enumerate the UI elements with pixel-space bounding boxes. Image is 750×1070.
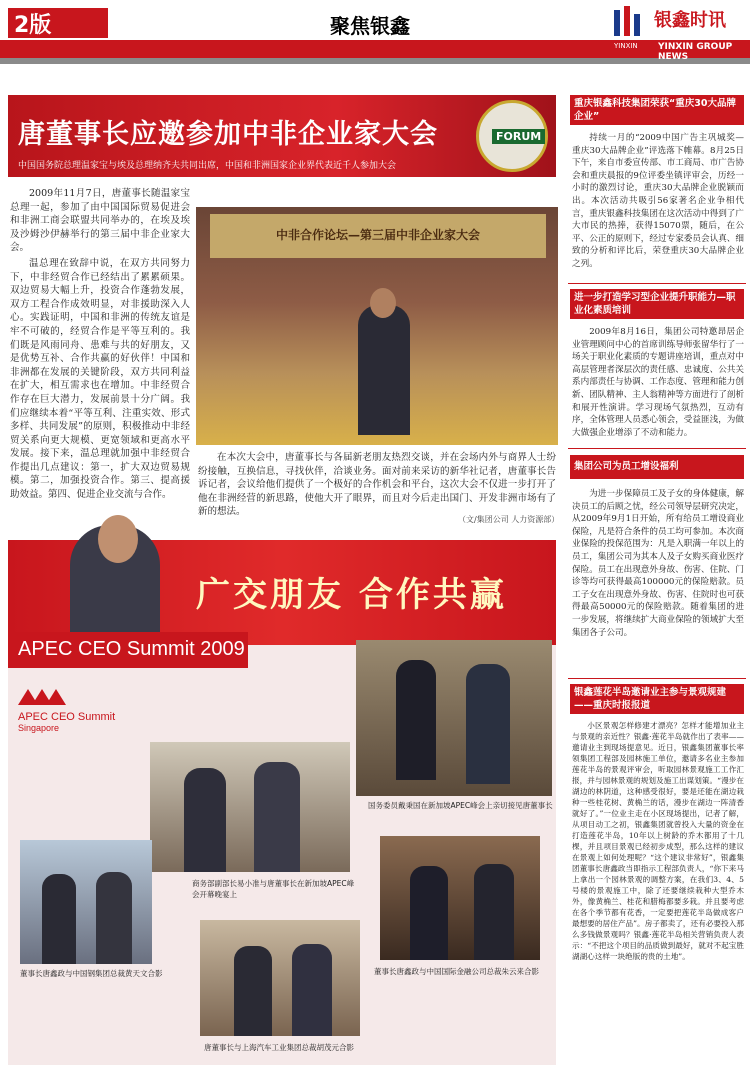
apec-caption-5: 唐董事长与上海汽车工业集团总裁胡茂元合影 bbox=[204, 1043, 354, 1052]
sidebar-body-1 bbox=[572, 132, 744, 271]
article-bottom-paragraph bbox=[198, 451, 556, 519]
photo-person-head bbox=[370, 288, 396, 318]
sidebar-title-3: 集团公司为员工增设福利 bbox=[574, 461, 679, 472]
section-title: 聚焦银鑫 bbox=[330, 14, 410, 38]
main-article-title: 唐董事长应邀参加中非企业家大会 bbox=[18, 119, 438, 150]
forum-badge-label: FORUM bbox=[492, 129, 545, 144]
logo-english: YINXIN GROUP NEWS bbox=[658, 42, 733, 62]
article-paragraph: 2009年11月7日，唐董事长随温家宝总理一起，参加了由中国国际贸易促进会和非洲工商会联盟共同举办的，在埃及埃及沙姆沙伊赫举行的第三届中非企业家大会。 bbox=[10, 188, 190, 254]
sidebar-title-4: 银鑫莲花半岛邀请业主参与景观规建——重庆时报报道 bbox=[574, 687, 727, 711]
logo-yinxin: YINXIN bbox=[614, 42, 638, 50]
apec-photo-2 bbox=[150, 742, 350, 872]
apec-logo-text: APEC CEO Summit bbox=[18, 711, 116, 723]
apec-caption-1: 国务委员戴秉国在新加坡APEC峰会上亲切接见唐董事长 bbox=[368, 801, 553, 810]
apec-title: 广交朋友 合作共赢 bbox=[196, 575, 507, 615]
article-paragraph: 温总理在致辞中说，在双方共同努力下，中非经贸合作已经结出了累累硕果。双边贸易大幅上升，投资合作蓬勃发展，双方工程合作成效明显，对非援助深入人心。实践证明，中国和非洲的传统友谊是牢不可破的，经贸合作是平等互利的。我们既是风雨同舟、患难与共的好朋友，又是优势互补、合作共赢的好伙伴！中国和非洲都在发展的关键阶段，双方共同利益在扩大，相互需求也在增加。中非经贸合作存在巨大潜力，发展前景十分广阔。我们应继续本着“平等互利、注重实效、形式多样、共同发展”的原则，积极推动中非经贸关系向更大规模、更宽领域和更高水平发展。接下来，温总理就加强中非经贸合作提出几点建议：第一，扩大双边贸易规模。第二，加强投资合作。第三、提高援助效益。第四、促进企业交流与合作。 bbox=[10, 257, 190, 501]
sidebar-paragraph: 2009年8月16日，集团公司特邀昂居企业管理顾问中心的首席训练导师张留华行了一场关于职业化素质的专题讲座培训，重点对中高层管理者深层次的责任感、忠诚度、公共关系内部责任与协调、工作态度、管理和能力创新、团队精神、主人翁精神等方面进行了剖析和展开性演讲。学习现场气氛热烈，互动有序，全体管理人员悉心领会，受益匪浅，为做大做强企业增添了不动和能力。 bbox=[572, 327, 744, 438]
sidebar-paragraph: 小区景观怎样修建才漂亮？怎样才能增加业主与景观的亲近性？银鑫·莲花半岛就作出了表率——邀请业主到现场提意见。近日，银鑫集团董事长率领集团工程部及园林施工单位，邀请多名业主参加莲花半岛的景观评审会，听取园林景观施工工作汇报，并与园林景观的规划及施工出谋划策。“漫步在湖边的林阴道，这种感受很好，要是还能在湖边栽种一些桂花树、黄桷兰的话，漫步在湖边一阵清香就好了。”一位业主走在小区现场提出，记者了解，从项目动工之初，银鑫集团就曾投入大量的资金在打造莲花半岛，10年以上树龄的乔木都用了十几棵，并且项目景观已经初步成型，那么这样的建议在景观上如何处理呢？“这个建议非常好”，银鑫集团董事长唐鑫政当即指示工程部负责人，“你下来马上拿出一个园林景观的调整方案，在我们3、4、5号楼的景观施工中，除了还要继续栽种大型乔木外，像黄桷兰、桂花和腊梅都要多栽。并且要考虑在各个季节都有花香，一定要把莲花半岛做成客户最想要的居住产品”。房子都卖了，还有必要投入那么多钱做景观吗？银鑫·莲花半岛相关营销负责人表示：“不把这个项目的品质做到最好，就对不起宝胜湖湖心这样一块绝版的贵的土地”。 bbox=[572, 721, 744, 961]
sidebar-divider bbox=[568, 448, 746, 449]
article-credit: （文/集团公司 人力资源部） bbox=[458, 515, 560, 524]
sidebar-paragraph: 持续一月的“2009中国广告主巩城奖—重庆30大品牌企业”评选落下帷幕。8月25日下午，来自市委宣传部、市工商局、市广告协会和重庆晨报的9位评委坐镇评审会，历经一小时的激烈讨论，重庆30大品牌企业脱颖而出。本次活动共吸引56家著名企业争相代言，重庆银鑫科技集团在这次活动中得到了广大市民的热捧，获得15070票，随后，在公平、公正的原则下，经过专家委员会认真、细致的分析和评比后，荣登重庆30大品牌企业之列。 bbox=[572, 133, 744, 269]
sidebar-paragraph: 为进一步保障员工及子女的身体健康，解决员工的后顾之忧，经公司领导层研究决定，从2009年9月1日开始，所有给员工增设商业保险，凡是符合条件的员工均可参加。本次商业保险的投保范围为：凡是入职满一年以上的员工，集团公司为其本人及子女购买商业医疗保险。员工在出现意外身故、伤害、住院、门诊等均可获得最高100000元的保险赔款。员工子女在出现意外身故、伤害、住院时也可获得最高50000元的保险赔款。随着集团的进一步发展，将继续扩大商业保险的领域扩大至集团各子公司。 bbox=[572, 489, 744, 638]
sidebar-body-4 bbox=[572, 720, 744, 962]
sidebar-body-2 bbox=[572, 326, 744, 439]
apec-summit-label: APEC CEO Summit 2009 bbox=[18, 638, 245, 660]
conference-sign-text: 中非合作论坛—第三届中非企业家大会 bbox=[276, 228, 481, 242]
apec-photo-1 bbox=[356, 640, 552, 796]
article-paragraph: 在本次大会中，唐董事长与各届新老朋友热烈交谈，并在会场内外与商界人士纷纷接触，互换信息，寻找伙伴，洽谈业务。面对前来采访的新华社记者，唐董事长告诉记者，会议给他们提供了一个极好的合作机会和平台，这次大会不仅进一步打开了他在非洲经营的新思路，使他大开了眼界，而且对今后走出国门、开发非洲市场有了新的想法。 bbox=[198, 452, 556, 518]
apec-photo-3 bbox=[20, 840, 152, 964]
sidebar-title-1: 重庆银鑫科技集团荣获“重庆30大品牌企业” bbox=[574, 98, 736, 122]
article-left-column bbox=[10, 187, 190, 502]
apec-logo-sub: Singapore bbox=[18, 723, 60, 733]
sidebar-title-2: 进一步打造学习型企业提升职能力—职业化素质培训 bbox=[574, 292, 736, 316]
page-number: 2版 bbox=[14, 13, 52, 38]
apec-caption-3: 董事长唐鑫政与中国钢集团总裁黄天文合影 bbox=[20, 969, 163, 978]
logo-chinese: 银鑫时讯 bbox=[654, 6, 726, 32]
apec-logo-icon bbox=[18, 685, 78, 707]
apec-caption-2: 商务部副部长易小准与唐董事长在新加坡APEC峰会开幕晚宴上 bbox=[192, 879, 355, 899]
apec-photo-4 bbox=[380, 836, 540, 960]
apec-photo-5 bbox=[200, 920, 360, 1036]
main-article-subtitle: 中国国务院总理温家宝与埃及总理纳齐夫共同出席，中国和非洲国家企业界代表近千人参加大会 bbox=[18, 161, 397, 171]
photo-person-body bbox=[358, 305, 410, 435]
speaker-photo-head bbox=[98, 515, 138, 563]
apec-caption-4: 董事长唐鑫政与中国国际金融公司总裁朱云来合影 bbox=[374, 967, 539, 976]
header-band-gray bbox=[0, 58, 750, 64]
company-logo-icon bbox=[610, 4, 646, 40]
sidebar-body-3 bbox=[572, 488, 744, 639]
sidebar-divider bbox=[568, 678, 746, 679]
apec-logo bbox=[18, 685, 148, 735]
sidebar-divider bbox=[568, 283, 746, 284]
